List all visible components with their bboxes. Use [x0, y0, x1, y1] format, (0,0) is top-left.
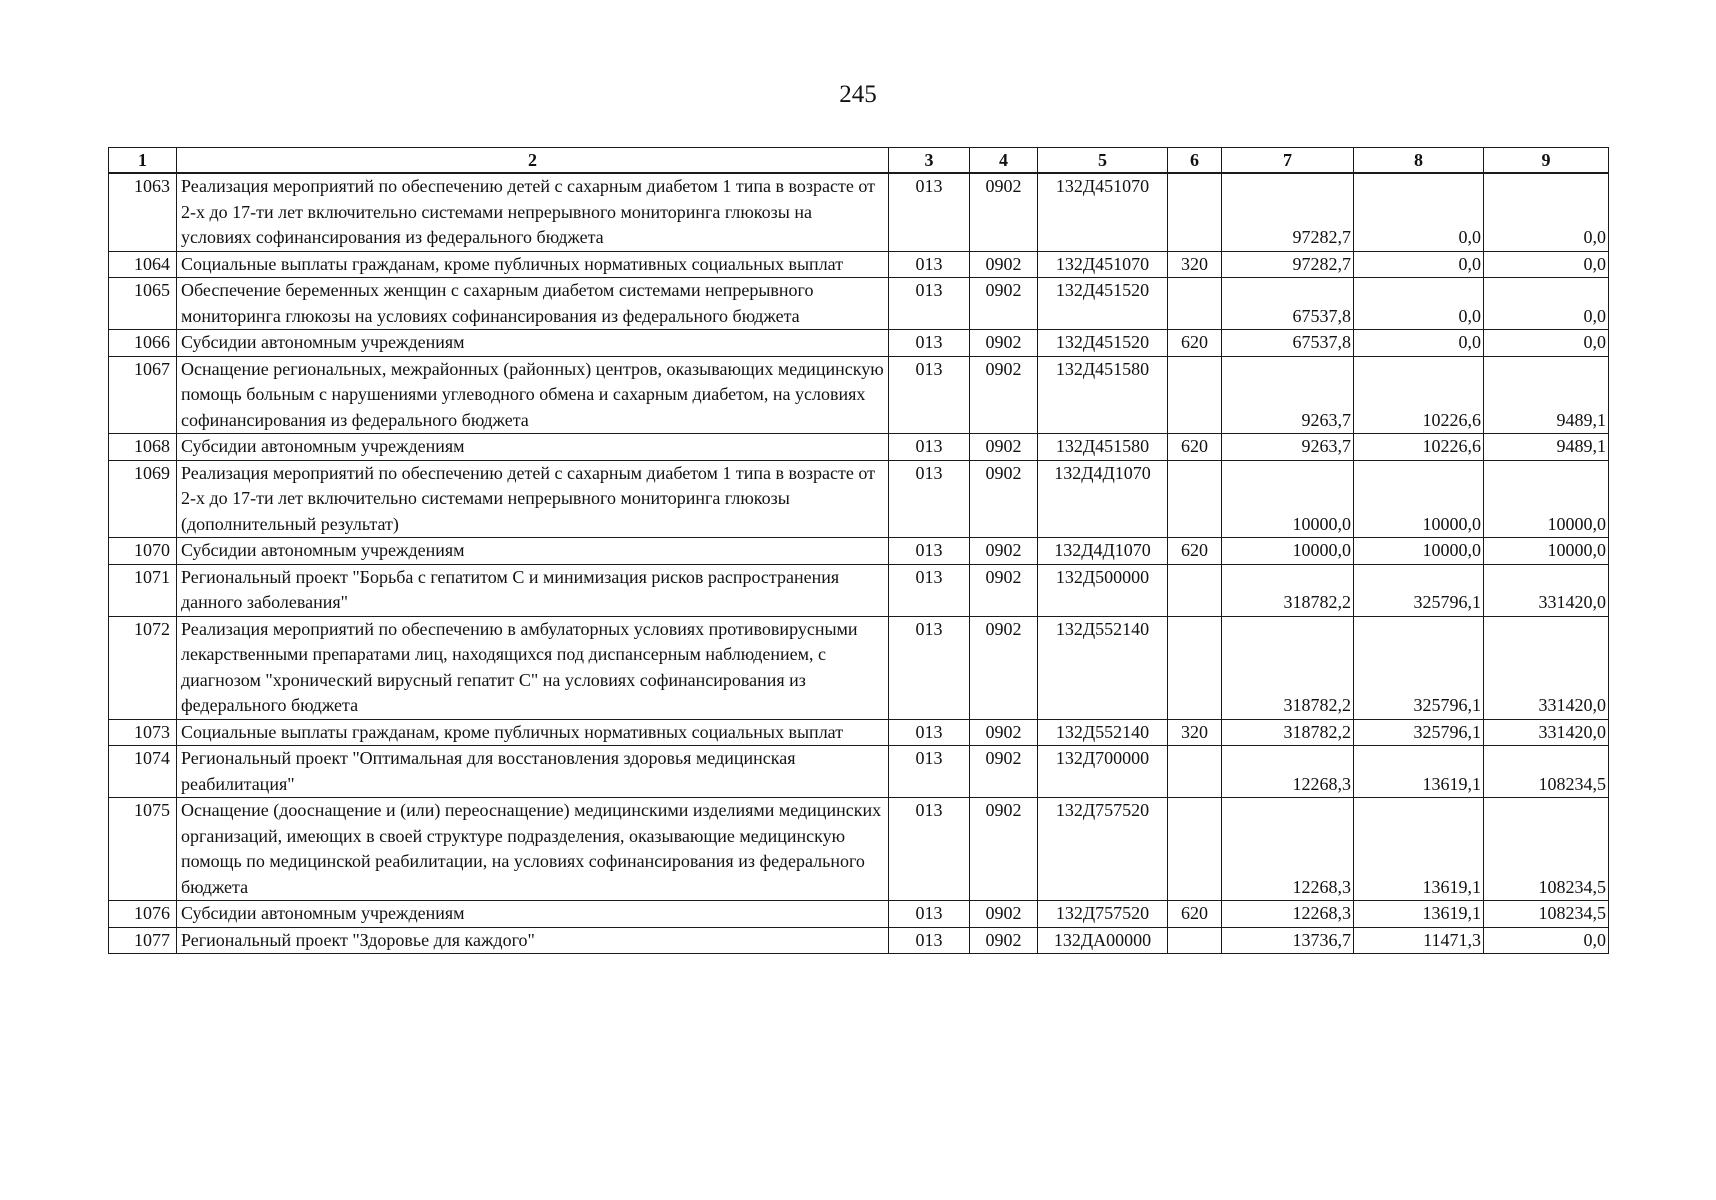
column-5-cell: 132Д451520: [1038, 330, 1168, 357]
column-4-cell: 0902: [970, 746, 1038, 798]
column-4-cell: 0902: [970, 251, 1038, 278]
column-9-cell: 331420,0: [1484, 564, 1609, 616]
row-number-cell: 1071: [109, 564, 177, 616]
column-3-cell: 013: [889, 901, 970, 928]
column-7-cell: 97282,7: [1222, 173, 1354, 251]
item-name-cell: Оснащение региональных, межрайонных (районных) центров, оказывающих медицинскую помощь больным с нарушениями углеводного обмена и сахарным диабетом, на условиях софинансирования из федерального бюджета: [177, 356, 889, 434]
row-number-cell: 1076: [109, 901, 177, 928]
column-9-cell: 331420,0: [1484, 719, 1609, 746]
column-8-cell: 325796,1: [1354, 616, 1484, 719]
item-name-cell: Социальные выплаты гражданам, кроме публичных нормативных социальных выплат: [177, 251, 889, 278]
column-4-cell: 0902: [970, 434, 1038, 461]
column-7-cell: 67537,8: [1222, 278, 1354, 330]
table-row: [109, 927, 1609, 954]
column-7-cell: 12268,3: [1222, 798, 1354, 901]
column-header: 2: [177, 148, 889, 174]
table-row: [109, 173, 1609, 251]
column-8-cell: 10226,6: [1354, 434, 1484, 461]
row-number-cell: 1073: [109, 719, 177, 746]
item-name-cell: Обеспечение беременных женщин с сахарным диабетом системами непрерывного мониторинга глюкозы на условиях софинансирования из федерального бюджета: [177, 278, 889, 330]
column-8-cell: 0,0: [1354, 278, 1484, 330]
column-header: 6: [1168, 148, 1222, 174]
column-5-cell: 132Д757520: [1038, 798, 1168, 901]
column-7-cell: 67537,8: [1222, 330, 1354, 357]
column-5-cell: 132Д552140: [1038, 616, 1168, 719]
column-3-cell: 013: [889, 251, 970, 278]
column-5-cell: 132Д451070: [1038, 251, 1168, 278]
column-4-cell: 0902: [970, 616, 1038, 719]
table-row: [109, 278, 1609, 330]
column-4-cell: 0902: [970, 173, 1038, 251]
column-6-cell: [1168, 173, 1222, 251]
column-4-cell: 0902: [970, 798, 1038, 901]
column-9-cell: 0,0: [1484, 251, 1609, 278]
column-8-cell: 11471,3: [1354, 927, 1484, 954]
table-row: [109, 330, 1609, 357]
column-9-cell: 9489,1: [1484, 434, 1609, 461]
column-6-cell: 320: [1168, 251, 1222, 278]
column-4-cell: 0902: [970, 564, 1038, 616]
column-header: 4: [970, 148, 1038, 174]
row-number-cell: 1068: [109, 434, 177, 461]
column-9-cell: 108234,5: [1484, 798, 1609, 901]
column-9-cell: 9489,1: [1484, 356, 1609, 434]
column-3-cell: 013: [889, 330, 970, 357]
column-7-cell: 10000,0: [1222, 460, 1354, 538]
table-row: [109, 564, 1609, 616]
page-number: 245: [839, 81, 877, 108]
column-5-cell: 132Д552140: [1038, 719, 1168, 746]
column-4-cell: 0902: [970, 538, 1038, 565]
column-7-cell: 318782,2: [1222, 564, 1354, 616]
column-7-cell: 97282,7: [1222, 251, 1354, 278]
column-6-cell: 620: [1168, 901, 1222, 928]
column-5-cell: 132Д4Д1070: [1038, 460, 1168, 538]
table-row: [109, 434, 1609, 461]
table-row: [109, 356, 1609, 434]
column-8-cell: 0,0: [1354, 330, 1484, 357]
table-row: [109, 746, 1609, 798]
column-7-cell: 12268,3: [1222, 901, 1354, 928]
column-6-cell: [1168, 746, 1222, 798]
row-number-cell: 1069: [109, 460, 177, 538]
row-number-cell: 1077: [109, 927, 177, 954]
column-7-cell: 9263,7: [1222, 356, 1354, 434]
column-6-cell: [1168, 356, 1222, 434]
column-9-cell: 108234,5: [1484, 901, 1609, 928]
column-5-cell: 132Д4Д1070: [1038, 538, 1168, 565]
row-number-cell: 1064: [109, 251, 177, 278]
column-header: 5: [1038, 148, 1168, 174]
column-8-cell: 325796,1: [1354, 719, 1484, 746]
column-6-cell: [1168, 564, 1222, 616]
item-name-cell: Субсидии автономным учреждениям: [177, 901, 889, 928]
column-3-cell: 013: [889, 719, 970, 746]
column-4-cell: 0902: [970, 330, 1038, 357]
column-7-cell: 10000,0: [1222, 538, 1354, 565]
column-4-cell: 0902: [970, 927, 1038, 954]
column-6-cell: [1168, 927, 1222, 954]
column-8-cell: 0,0: [1354, 173, 1484, 251]
budget-table: [108, 147, 1609, 954]
column-3-cell: 013: [889, 564, 970, 616]
column-8-cell: 0,0: [1354, 251, 1484, 278]
row-number-cell: 1063: [109, 173, 177, 251]
column-3-cell: 013: [889, 356, 970, 434]
column-6-cell: 620: [1168, 434, 1222, 461]
column-6-cell: 320: [1168, 719, 1222, 746]
column-7-cell: 318782,2: [1222, 719, 1354, 746]
item-name-cell: Региональный проект "Борьба с гепатитом С и минимизация рисков распространения данного заболевания": [177, 564, 889, 616]
column-9-cell: 10000,0: [1484, 538, 1609, 565]
column-4-cell: 0902: [970, 460, 1038, 538]
column-9-cell: 0,0: [1484, 330, 1609, 357]
item-name-cell: Региональный проект "Оптимальная для восстановления здоровья медицинская реабилитация": [177, 746, 889, 798]
column-4-cell: 0902: [970, 719, 1038, 746]
table-row: [109, 538, 1609, 565]
column-5-cell: 132Д451580: [1038, 356, 1168, 434]
item-name-cell: Реализация мероприятий по обеспечению в амбулаторных условиях противовирусными лекарственными препаратами лиц, находящихся под диспансерным наблюдением, с диагнозом "хронический вирусный гепатит С" на условиях софинансирования из федерального бюджета: [177, 616, 889, 719]
column-8-cell: 10000,0: [1354, 538, 1484, 565]
item-name-cell: Оснащение (дооснащение и (или) переоснащение) медицинскими изделиями медицинских организаций, имеющих в своей структуре подразделения, оказывающие медицинскую помощь по медицинской реабилитации, на условиях софинансирования из федерального бюджета: [177, 798, 889, 901]
column-5-cell: 132Д451070: [1038, 173, 1168, 251]
column-5-cell: 132Д451520: [1038, 278, 1168, 330]
column-header: 7: [1222, 148, 1354, 174]
item-name-cell: Региональный проект "Здоровье для каждого": [177, 927, 889, 954]
row-number-cell: 1072: [109, 616, 177, 719]
column-3-cell: 013: [889, 927, 970, 954]
column-6-cell: [1168, 798, 1222, 901]
column-9-cell: 10000,0: [1484, 460, 1609, 538]
column-3-cell: 013: [889, 278, 970, 330]
column-7-cell: 13736,7: [1222, 927, 1354, 954]
column-6-cell: [1168, 278, 1222, 330]
column-9-cell: 0,0: [1484, 927, 1609, 954]
column-6-cell: [1168, 616, 1222, 719]
column-8-cell: 13619,1: [1354, 746, 1484, 798]
column-5-cell: 132Д500000: [1038, 564, 1168, 616]
table-row: [109, 719, 1609, 746]
column-4-cell: 0902: [970, 901, 1038, 928]
row-number-cell: 1065: [109, 278, 177, 330]
column-8-cell: 10000,0: [1354, 460, 1484, 538]
column-4-cell: 0902: [970, 278, 1038, 330]
table-header-row: [109, 148, 1609, 174]
column-3-cell: 013: [889, 434, 970, 461]
item-name-cell: Социальные выплаты гражданам, кроме публичных нормативных социальных выплат: [177, 719, 889, 746]
column-header: 3: [889, 148, 970, 174]
column-8-cell: 13619,1: [1354, 798, 1484, 901]
column-6-cell: 620: [1168, 538, 1222, 565]
table-row: [109, 901, 1609, 928]
row-number-cell: 1067: [109, 356, 177, 434]
column-9-cell: 331420,0: [1484, 616, 1609, 719]
column-3-cell: 013: [889, 173, 970, 251]
column-3-cell: 013: [889, 798, 970, 901]
column-7-cell: 318782,2: [1222, 616, 1354, 719]
table-body: [109, 173, 1609, 954]
column-9-cell: 0,0: [1484, 278, 1609, 330]
item-name-cell: Субсидии автономным учреждениям: [177, 538, 889, 565]
table-row: [109, 616, 1609, 719]
table-row: [109, 460, 1609, 538]
column-5-cell: 132Д757520: [1038, 901, 1168, 928]
item-name-cell: Реализация мероприятий по обеспечению детей с сахарным диабетом 1 типа в возрасте от 2-х до 17-ти лет включительно системами непрерывного мониторинга глюкозы (дополнительный результат): [177, 460, 889, 538]
column-5-cell: 132ДА00000: [1038, 927, 1168, 954]
column-8-cell: 10226,6: [1354, 356, 1484, 434]
table-row: [109, 251, 1609, 278]
column-3-cell: 013: [889, 746, 970, 798]
column-8-cell: 13619,1: [1354, 901, 1484, 928]
row-number-cell: 1075: [109, 798, 177, 901]
item-name-cell: Субсидии автономным учреждениям: [177, 330, 889, 357]
column-6-cell: 620: [1168, 330, 1222, 357]
column-9-cell: 108234,5: [1484, 746, 1609, 798]
column-3-cell: 013: [889, 538, 970, 565]
column-6-cell: [1168, 460, 1222, 538]
column-header: 1: [109, 148, 177, 174]
table-row: [109, 798, 1609, 901]
column-4-cell: 0902: [970, 356, 1038, 434]
column-5-cell: 132Д451580: [1038, 434, 1168, 461]
column-3-cell: 013: [889, 460, 970, 538]
column-header: 9: [1484, 148, 1609, 174]
column-5-cell: 132Д700000: [1038, 746, 1168, 798]
column-7-cell: 9263,7: [1222, 434, 1354, 461]
column-9-cell: 0,0: [1484, 173, 1609, 251]
column-header: 8: [1354, 148, 1484, 174]
column-8-cell: 325796,1: [1354, 564, 1484, 616]
column-3-cell: 013: [889, 616, 970, 719]
row-number-cell: 1074: [109, 746, 177, 798]
row-number-cell: 1070: [109, 538, 177, 565]
item-name-cell: Реализация мероприятий по обеспечению детей с сахарным диабетом 1 типа в возрасте от 2-х до 17-ти лет включительно системами непрерывного мониторинга глюкозы на условиях софинансирования из федерального бюджета: [177, 173, 889, 251]
item-name-cell: Субсидии автономным учреждениям: [177, 434, 889, 461]
row-number-cell: 1066: [109, 330, 177, 357]
column-7-cell: 12268,3: [1222, 746, 1354, 798]
